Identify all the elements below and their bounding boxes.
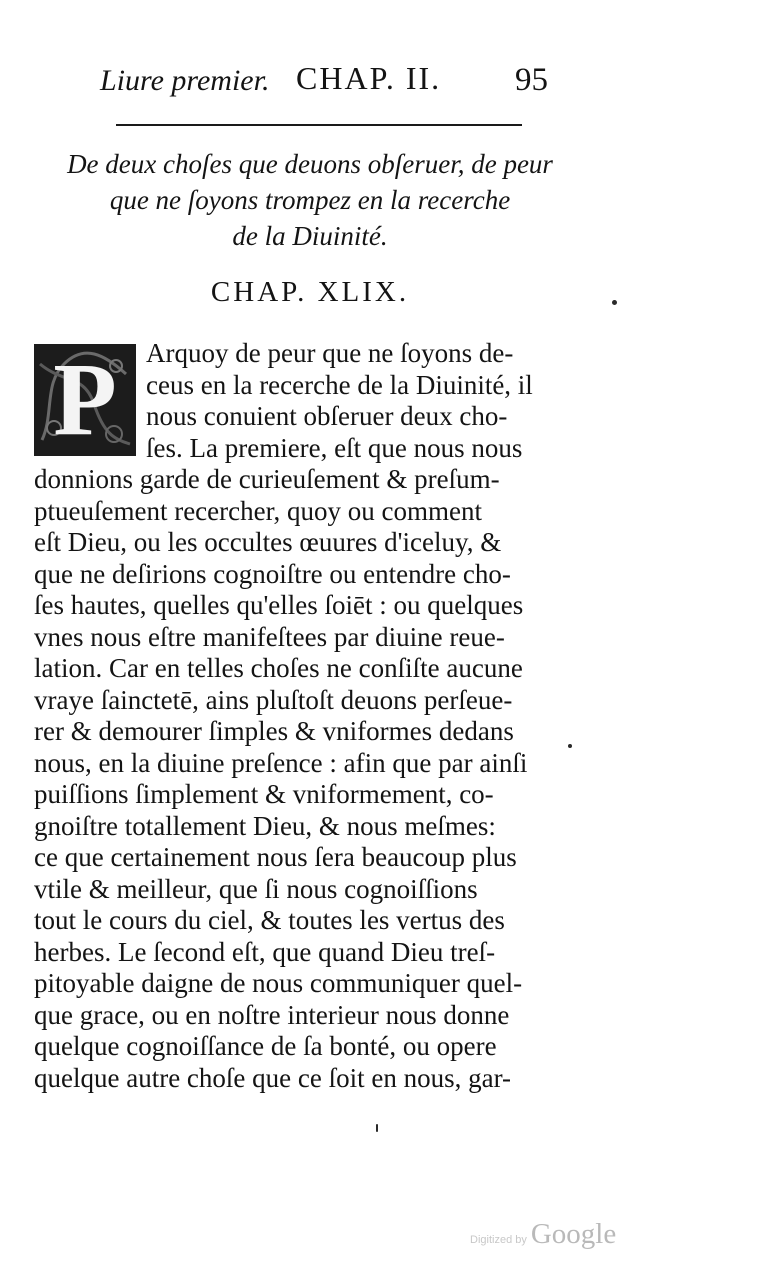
text-line: vnes nous eſtre manifeſtees par diuine reue- <box>34 621 505 652</box>
text-line: donnions garde de curieuſement & preſum- <box>34 464 500 494</box>
text-line: puiſſions ſimplement & vniformement, co- <box>34 779 494 809</box>
text-line: quelque autre choſe que ce ſoit en nous, gar- <box>34 1062 512 1093</box>
running-head-book: Liure premier. <box>100 64 270 97</box>
chapter-title <box>30 146 590 254</box>
text-line: gnoiſtre totallement Dieu, & nous meſmes: <box>34 810 496 841</box>
text-line: nous, en la diuine preſence : afin que par ainſi <box>34 747 528 778</box>
chapter-title-line: De deux choſes que deuons obſeruer, de peur <box>67 149 553 179</box>
text-line: lation. Car en telles choſes ne conſiſte aucune <box>34 653 523 683</box>
text-line: ptueuſement recercher, quoy ou comment <box>34 495 482 526</box>
text-line: Arquoy de peur que ne ſoyons de- <box>146 338 514 368</box>
text-line: que grace, ou en noſtre interieur nous donne <box>34 999 510 1030</box>
text-line: tout le cours du ciel, & toutes les vertus des <box>34 905 505 935</box>
text-line: ce que certainement nous ſera beaucoup plus <box>34 842 517 872</box>
digitized-watermark <box>470 1218 616 1258</box>
text-line: ſes hautes, quelles qu'elles ſoiēt : ou quelques <box>34 590 524 620</box>
chapter-title-line: que ne ſoyons trompez en la recerche <box>109 185 511 215</box>
watermark-brand: Google <box>530 1218 617 1250</box>
text-line: herbes. Le ſecond eſt, que quand Dieu treſ- <box>34 936 496 967</box>
running-head-chapter: CHAP. II. <box>296 60 442 96</box>
watermark-prefix: Digitized by <box>470 1234 527 1246</box>
text-line: rer & demourer ſimples & vniformes dedans <box>34 716 514 746</box>
ink-speck <box>612 300 617 305</box>
text-line: quelque cognoiſſance de ſa bonté, ou opere <box>34 1031 497 1061</box>
drop-cap-letter: P <box>53 344 117 456</box>
text-line: ceus en la recerche de la Diuinité, il <box>146 369 533 400</box>
ink-speck <box>376 1124 378 1132</box>
text-line: vraye ſainctetē, ains pluſtoſt deuons perſeue- <box>34 684 513 715</box>
text-line: ſes. La premiere, eſt que nous nous <box>146 432 523 463</box>
ink-speck <box>568 744 572 748</box>
text-line: nous conuient obſeruer deux cho- <box>146 401 508 431</box>
chapter-number: CHAP. XLIX. <box>210 276 410 308</box>
body-text <box>34 338 564 1094</box>
text-line: que ne deſirions cognoiſtre ou entendre cho- <box>34 558 511 589</box>
text-line: eſt Dieu, ou les occultes œuures d'iceluy, & <box>34 527 502 557</box>
chapter-title-line: de la Diuinité. <box>232 221 388 251</box>
text-line: pitoyable daigne de nous communiquer quel- <box>34 968 523 998</box>
text-line: vtile & meilleur, que ſi nous cognoiſſions <box>34 873 478 904</box>
running-head <box>100 58 550 108</box>
page-number: 95 <box>515 62 548 98</box>
header-rule <box>116 124 522 126</box>
